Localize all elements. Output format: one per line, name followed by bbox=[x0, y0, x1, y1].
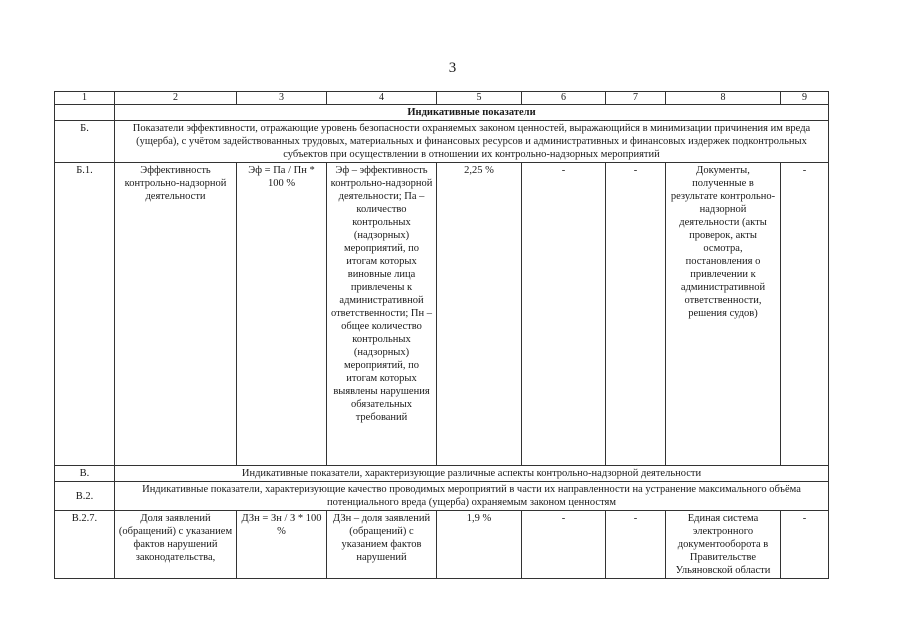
column-number: 9 bbox=[781, 92, 829, 105]
group-description: Показатели эффективности, отражающие уровень безопасности охраняемых законом ценностей, выражающийся в минимизации причинения им вреда (ущерба), с учётом задействованных трудовых, материальных и финансовых ресурсов и административных и финансовых издержек подконтрольных субъектов при осуществлении в отношении их контрольно-надзорных мероприятий bbox=[115, 121, 829, 163]
indicator-code: Б.1. bbox=[55, 163, 115, 466]
indicator-explanation: Эф – эффективность контрольно-надзорной деятельности; Па – количество контрольных (надзорных) мероприятий, по итогам которых виновные лица привлечены к административной ответственности; Пн – общее количество контрольных (надзорных) мероприятий, по итогам которых выявлены нарушения обязательных требований bbox=[327, 163, 437, 466]
group-description: Индикативные показатели, характеризующие качество проводимых мероприятий в части их направленности на устранение максимального объёма потенциального вреда (ущерба) охраняемым законом ценностям bbox=[115, 482, 829, 511]
column-number: 3 bbox=[237, 92, 327, 105]
section-title-row bbox=[55, 105, 829, 121]
indicator-col9: - bbox=[781, 163, 829, 466]
indicator-col6: - bbox=[522, 511, 606, 579]
indicator-col7: - bbox=[606, 511, 666, 579]
indicator-source: Единая система электронного документооборота в Правительстве Ульяновской области bbox=[666, 511, 781, 579]
indicator-value: 2,25 % bbox=[437, 163, 522, 466]
indicator-explanation: ДЗн – доля заявлений (обращений) с указанием фактов нарушений bbox=[327, 511, 437, 579]
column-numbers-row bbox=[55, 92, 829, 105]
indicator-row-b1 bbox=[55, 163, 829, 466]
group-row-b bbox=[55, 121, 829, 163]
indicator-formula: Эф = Па / Пн * 100 % bbox=[237, 163, 327, 466]
group-code: В.2. bbox=[55, 482, 115, 511]
column-number: 2 bbox=[115, 92, 237, 105]
indicator-name: Эффективность контрольно-надзорной деятельности bbox=[115, 163, 237, 466]
indicator-col6: - bbox=[522, 163, 606, 466]
column-number: 5 bbox=[437, 92, 522, 105]
group-code: Б. bbox=[55, 121, 115, 163]
column-number: 8 bbox=[666, 92, 781, 105]
indicators-table bbox=[54, 91, 829, 579]
indicator-source: Документы, полученные в результате контрольно-надзорной деятельности (акты проверок, акты осмотра, постановления о привлечении к административной ответственности, решения судов) bbox=[666, 163, 781, 466]
indicator-col7: - bbox=[606, 163, 666, 466]
section-title: Индикативные показатели bbox=[115, 105, 829, 121]
group-code: В. bbox=[55, 466, 115, 482]
indicator-formula: ДЗн = Зн / З * 100 % bbox=[237, 511, 327, 579]
group-description: Индикативные показатели, характеризующие различные аспекты контрольно-надзорной деятельности bbox=[115, 466, 829, 482]
group-row-v bbox=[55, 466, 829, 482]
indicator-row-v227 bbox=[55, 511, 829, 579]
group-row-v2 bbox=[55, 482, 829, 511]
column-number: 7 bbox=[606, 92, 666, 105]
column-number: 4 bbox=[327, 92, 437, 105]
page-number: 3 bbox=[448, 60, 457, 76]
indicator-code: В.2.7. bbox=[55, 511, 115, 579]
indicator-name: Доля заявлений (обращений) с указанием фактов нарушений законодательства, bbox=[115, 511, 237, 579]
column-number: 1 bbox=[55, 92, 115, 105]
indicator-col9: - bbox=[781, 511, 829, 579]
column-number: 6 bbox=[522, 92, 606, 105]
indicator-value: 1,9 % bbox=[437, 511, 522, 579]
